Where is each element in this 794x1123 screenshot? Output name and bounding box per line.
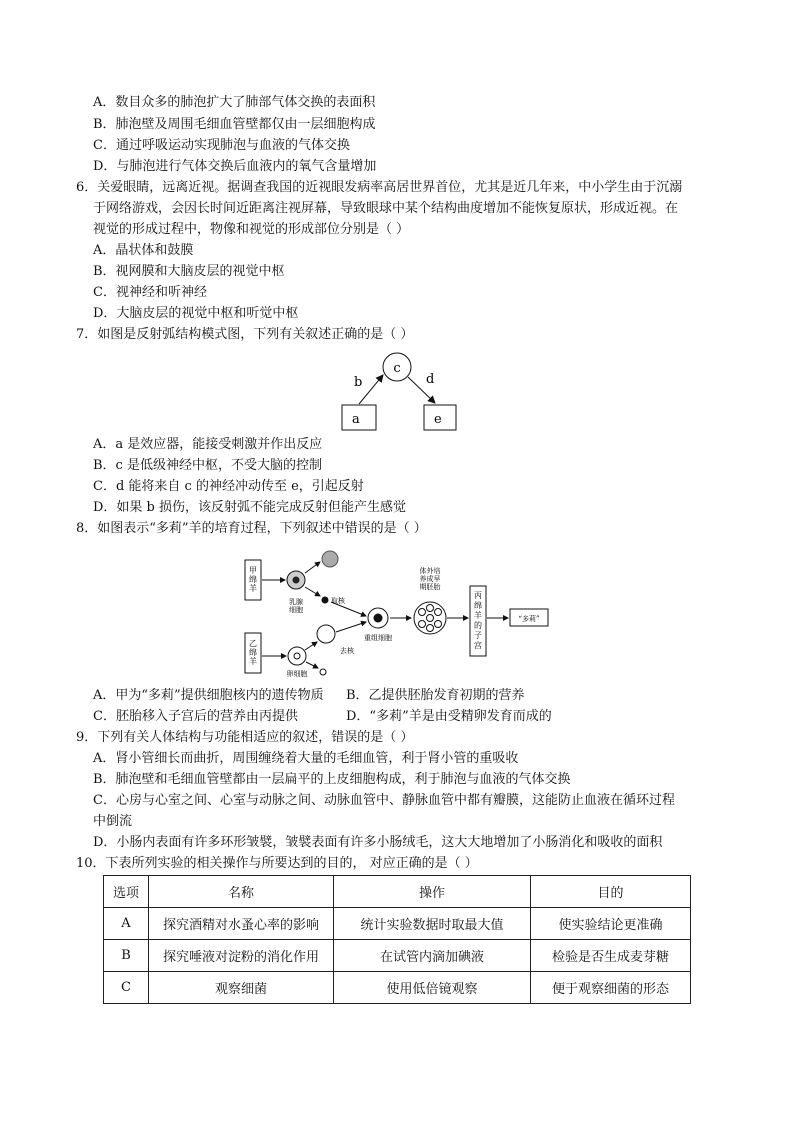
q5-option-d: D．与肺泡进行气体交换后血液内的氧气含量增加 bbox=[93, 159, 377, 174]
label-b: b bbox=[354, 375, 363, 390]
embryo-culture-label: 体外培养成早期胚胎 bbox=[419, 567, 441, 591]
q6-option-a: A．晶状体和鼓膜 bbox=[93, 243, 194, 258]
cell-name: 观察细菌 bbox=[149, 972, 334, 1004]
arrow-b bbox=[359, 375, 383, 404]
dolly-cloning-diagram bbox=[240, 550, 560, 682]
sheep-yi-label: 乙绵羊 bbox=[249, 639, 257, 666]
arrow-egg-to-recombinant bbox=[336, 622, 366, 632]
cell-option: B bbox=[104, 940, 149, 972]
header-option: 选项 bbox=[104, 876, 149, 908]
enucleate-label: 去核 bbox=[340, 647, 354, 655]
q5-option-c: C．通过呼吸运动实现肺泡与血液的气体交换 bbox=[93, 138, 350, 153]
q8-option-d: D．“多莉”羊是由受精卵发育而成的 bbox=[346, 709, 552, 724]
label-d: d bbox=[426, 372, 435, 387]
recombinant-cell-label: 重组细胞 bbox=[364, 634, 392, 642]
q6-option-d: D．大脑皮层的视觉中枢和听觉中枢 bbox=[93, 306, 299, 321]
q7-stem: 7．如图是反射弧结构模式图，下列有关叙述正确的是（ ） bbox=[76, 327, 414, 342]
table-row bbox=[104, 972, 691, 1004]
q9-option-a: A．肾小管细长而曲折，周围缠绕着大量的毛细血管，利于肾小管的重吸收 bbox=[93, 751, 519, 766]
sheep-jia-label: 甲绵羊 bbox=[249, 566, 257, 593]
q10-stem: 10．下表所列实验的相关操作与所要达到的目的， 对应正确的是（ ） bbox=[76, 856, 478, 871]
table-row bbox=[104, 908, 691, 940]
q6-option-b: B．视网膜和大脑皮层的视觉中枢 bbox=[93, 264, 285, 279]
enucleated-egg bbox=[317, 625, 335, 643]
header-name: 名称 bbox=[149, 876, 334, 908]
arrow-egg-nucleus-out bbox=[306, 662, 318, 668]
mammary-cell-label: 乳腺细胞 bbox=[289, 598, 303, 614]
arrow-take-nucleus bbox=[305, 587, 320, 596]
q6-option-c: C．视神经和听神经 bbox=[93, 285, 207, 300]
q7-option-c: C．d 能将来自 c 的神经冲动传至 e，引起反射 bbox=[93, 479, 364, 494]
cell-purpose: 使实验结论更准确 bbox=[531, 908, 691, 940]
header-operation: 操作 bbox=[334, 876, 531, 908]
cell-operation: 使用低倍镜观察 bbox=[334, 972, 531, 1004]
q8-stem: 8．如图表示“多莉”羊的培育过程，下列叙述中错误的是（ ） bbox=[76, 521, 427, 536]
reflex-arc-diagram bbox=[330, 350, 470, 432]
q10-table bbox=[103, 875, 691, 1004]
q5-option-a: A．数目众多的肺泡扩大了肺部气体交换的表面积 bbox=[93, 95, 376, 110]
q8-option-b: B．乙提供胚胎发育初期的营养 bbox=[346, 688, 525, 703]
q9-option-d: D．小肠内表面有许多环形皱襞，皱襞表面有许多小肠绒毛，这大大地增加了小肠消化和吸收的面积 bbox=[93, 835, 663, 850]
cell-name: 探究唾液对淀粉的消化作用 bbox=[149, 940, 334, 972]
q9-option-b: B．肺泡壁和毛细血管壁都由一层扁平的上皮细胞构成，利于肺泡与血液的气体交换 bbox=[93, 772, 571, 787]
q9-option-c-cont: 中倒流 bbox=[93, 814, 133, 829]
label-c: c bbox=[393, 361, 401, 376]
sheep-bing-uterus-label: 丙绵羊的子宫 bbox=[474, 591, 482, 650]
q5-option-b: B．肺泡壁及周围毛细血管壁都仅由一层细胞构成 bbox=[93, 117, 376, 132]
mammary-nucleus bbox=[293, 577, 300, 584]
label-e: e bbox=[434, 412, 442, 427]
q9-stem: 9．下列有关人体结构与功能相适应的叙述，错误的是（ ） bbox=[76, 730, 414, 745]
q7-option-a: A．a 是效应器，能接受刺激并作出反应 bbox=[93, 437, 323, 452]
take-nucleus-label: 取核 bbox=[331, 597, 345, 605]
dolly-label: “多莉” bbox=[518, 615, 540, 623]
discarded-cell bbox=[322, 551, 338, 567]
arrow-nucleus-to-recombinant bbox=[331, 602, 366, 616]
donor-nucleus bbox=[322, 597, 329, 604]
cell-option: A bbox=[104, 908, 149, 940]
arrow-egg-enucleate bbox=[305, 642, 317, 650]
arrow-cell-discard bbox=[305, 562, 320, 573]
q9-option-c: C．心房与心室之间、心室与动脉之间、动脉血管中、静脉血管中都有瓣膜，这能防止血液在循环过程 bbox=[93, 793, 675, 808]
table-header-row bbox=[104, 876, 691, 908]
q6-stem-line3: 视觉的形成过程中，物像和视觉的形成部位分别是（ ） bbox=[93, 222, 410, 237]
cell-operation: 在试管内滴加碘液 bbox=[334, 940, 531, 972]
cell-option: C bbox=[104, 972, 149, 1004]
cell-purpose: 便于观察细菌的形态 bbox=[531, 972, 691, 1004]
label-a: a bbox=[352, 412, 360, 427]
header-purpose: 目的 bbox=[531, 876, 691, 908]
q7-option-b: B．c 是低级神经中枢，不受大脑的控制 bbox=[93, 458, 322, 473]
egg-nucleus bbox=[294, 653, 300, 659]
q6-stem-line2: 于网络游戏，会因长时间近距离注视屏幕，导致眼球中某个结构曲度增加不能恢复原状，形成近视。在 bbox=[93, 201, 679, 216]
q7-option-d: D．如果 b 损伤，该反射弧不能完成反射但能产生感觉 bbox=[93, 500, 407, 515]
cell-purpose: 检验是否生成麦芽糖 bbox=[531, 940, 691, 972]
cell-operation: 统计实验数据时取最大值 bbox=[334, 908, 531, 940]
recombinant-nucleus bbox=[374, 614, 383, 623]
removed-egg-nucleus bbox=[320, 669, 326, 675]
table-row bbox=[104, 940, 691, 972]
cell-name: 探究酒精对水蚤心率的影响 bbox=[149, 908, 334, 940]
q6-stem-line1: 6．关爱眼睛，远离近视。据调查我国的近视眼发病率高居世界首位，尤其是近几年来，中小学生由于沉溺 bbox=[76, 180, 683, 195]
egg-cell-label: 卵细胞 bbox=[286, 670, 308, 678]
q8-option-c: C．胚胎移入子宫后的营养由丙提供 bbox=[93, 709, 298, 724]
q8-option-a: A．甲为“多莉”提供细胞核内的遗传物质 bbox=[93, 688, 324, 703]
